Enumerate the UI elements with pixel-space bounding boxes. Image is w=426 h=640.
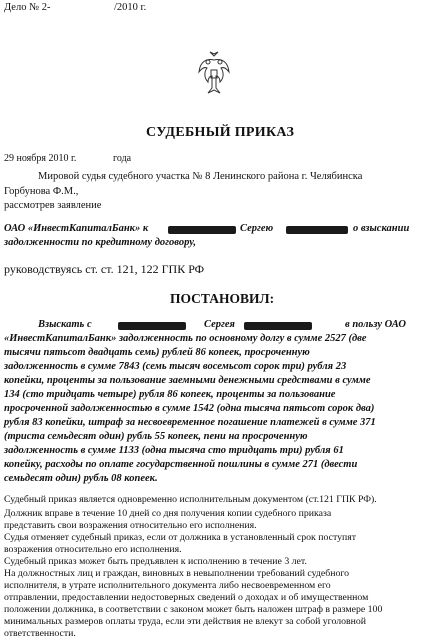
decision-line-12: семьдесят один) рубль 08 копеек. [4, 473, 158, 484]
note-term: Судебный приказ может быть предъявлен к исполнению в течение 3 лет. [4, 556, 307, 567]
decision-line-11: копейку, расходы по оплате государственной пошлины в сумме 271 (двести [4, 459, 358, 470]
note-liability-3: отправлении, предоставлении недостоверных сведений о доходах и об имущественном [4, 592, 369, 603]
claim-line-1b: Сергею [240, 223, 274, 234]
decision-line-4: задолженность в сумме 7843 (семь тысяч восемьсот сорок три) рубля 23 [4, 361, 347, 372]
document-date: 29 ноября 2010 г. [4, 153, 77, 164]
decree-heading: ПОСТАНОВИЛ: [170, 291, 275, 306]
note-liability-2: исполнителя, в утрате исполнительного документа либо несвоевременном его [4, 580, 331, 591]
redaction-mark [286, 226, 348, 234]
decision-line-1a: Взыскать с [38, 319, 92, 330]
claim-line-1a: ОАО «ИнвестКапиталБанк» к [4, 223, 149, 234]
claim-line-1c: о взыскании [353, 223, 410, 234]
note-liability-1: На должностных лиц и граждан, виновных в невыполнении требований судебного [4, 568, 350, 579]
note-enforcement: Судебный приказ является одновременно исполнительным документом (ст.121 ГПК РФ). [4, 494, 377, 505]
note-liability-4: положении должника, в соответствии с законом может быть наложен штраф в размере 100 [4, 604, 383, 615]
decision-line-3: тысячи пятьсот двадцать семь) рублей 86 копеек, просроченную [4, 347, 310, 358]
decision-line-2: «ИнвестКапиталБанк» задолженность по основному долгу в сумме 2527 (две [4, 333, 367, 344]
document-title: СУДЕБНЫЙ ПРИКАЗ [146, 125, 295, 140]
decision-line-9: (триста семьдесят один) рубль 55 копеек, пени на просроченную [4, 431, 308, 442]
redaction-mark [244, 322, 312, 330]
date-suffix: года [113, 153, 132, 164]
note-liability-5: минимальных размеров оплаты труда, если эти действия не влекут за собой уголовной [4, 616, 367, 627]
note-liability-6: ответственности. [4, 628, 76, 639]
redaction-mark [118, 322, 186, 330]
decision-line-6: 134 (сто тридцать четыре) рубля 86 копеек, проценты за пользование [4, 389, 336, 400]
intro-line-3: рассмотрев заявление [4, 200, 102, 211]
intro-line-1: Мировой судья судебного участка № 8 Ленинского района г. Челябинска [38, 171, 363, 182]
judge-name: Горбунова Ф.М., [4, 186, 79, 197]
decision-line-7: просроченной задолженностью в сумме 1542 (одна тысяча пятьсот сорок два) [4, 403, 375, 414]
decision-line-8: рубля 83 копейки, штраф за несвоевременное погашение платежей в сумме 371 [4, 417, 376, 428]
decision-line-1c: в пользу ОАО [345, 319, 406, 330]
case-year: /2010 г. [114, 2, 147, 13]
double-headed-eagle-icon [196, 50, 232, 96]
legal-basis: руководствуясь ст. ст. 121, 122 ГПК РФ [4, 262, 205, 276]
case-number-label: Дело № 2- [4, 2, 51, 13]
note-objection-1: Должник вправе в течение 10 дней со дня получения копии судебного приказа [4, 508, 332, 519]
note-cancel-2: возражения относительно его исполнения. [4, 544, 182, 555]
decision-line-5: копейки, проценты за пользование заемными денежными средствами в сумме [4, 375, 371, 386]
claim-line-2: задолженности по кредитному договору, [4, 237, 196, 248]
redaction-mark [168, 226, 236, 234]
note-cancel-1: Судья отменяет судебный приказ, если от должника в установленный срок поступят [4, 532, 357, 543]
decision-line-1b: Сергея [204, 319, 235, 330]
decision-line-10: задолженность в сумме 1133 (одна тысяча сто тридцать три) рубля 61 [4, 445, 344, 456]
note-objection-2: представить свои возражения относительно его исполнения. [4, 520, 257, 531]
